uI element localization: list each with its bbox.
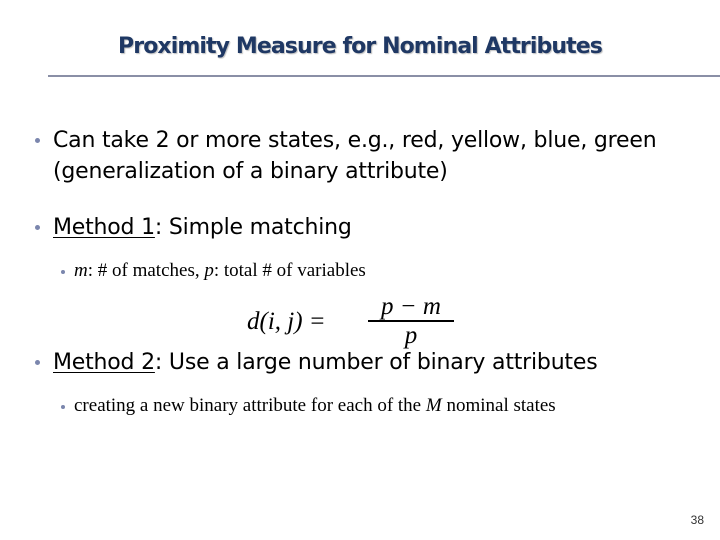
var-M: M: [425, 395, 442, 416]
bullet-dot-icon: [35, 138, 40, 143]
sub-text-after: nominal states: [441, 395, 556, 416]
sub-bullet-dot-icon: [61, 270, 65, 274]
method-1-label: Method 1: [53, 215, 155, 240]
sub-bullet-variables: [61, 259, 366, 283]
slide-title: Proximity Measure for Nominal Attributes: [118, 34, 602, 59]
sub-text-before: creating a new binary attribute for each of the: [74, 395, 426, 416]
var-p: p: [204, 260, 214, 281]
method-1-description: : Simple matching: [154, 215, 352, 240]
formula-denominator: p: [404, 322, 418, 349]
sub-bullet-binary-attributes: [61, 394, 556, 418]
formula-lhs: d(i, j) =: [247, 308, 326, 335]
sub-text-variables: : total # of variables: [213, 260, 366, 281]
bullet-method-2: [35, 347, 597, 378]
sub-text-matches: : # of matches,: [87, 260, 205, 281]
bullet-line-2: (generalization of a binary attribute): [53, 159, 448, 184]
bullet-dot-icon: [35, 360, 40, 365]
title-divider: [48, 75, 720, 77]
method-2-description: : Use a large number of binary attributes: [154, 350, 598, 375]
bullet-nominal-states: [35, 125, 656, 187]
var-m: m: [74, 260, 88, 281]
bullet-dot-icon: [35, 225, 40, 230]
bullet-line-1: Can take 2 or more states, e.g., red, yellow, blue, green: [53, 128, 657, 153]
bullet-method-1: [35, 212, 352, 243]
formula-fraction: [368, 294, 454, 349]
page-number: 38: [690, 513, 704, 527]
method-2-label: Method 2: [53, 350, 155, 375]
sub-bullet-dot-icon: [61, 405, 65, 409]
formula-numerator: p − m: [381, 293, 441, 320]
